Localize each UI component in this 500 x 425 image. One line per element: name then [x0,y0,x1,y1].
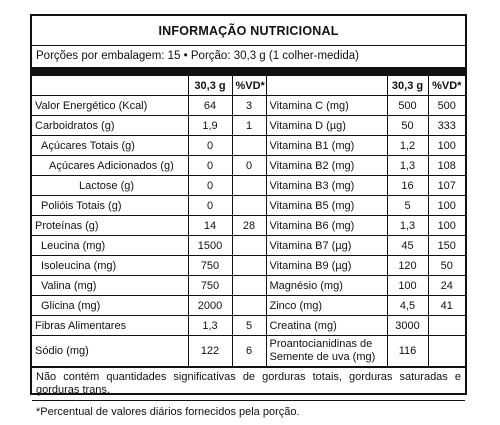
nutrient-name: Vitamina B7 (µg) [266,236,387,256]
nutrient-amount: 4,5 [387,296,428,316]
nutrient-vd: 5 [232,316,266,336]
nutrient-vd: 100 [428,216,465,236]
header-blank-left [32,76,188,96]
table-row [32,216,465,236]
portion-info: Porções por embalagem: 15 • Porção: 30,3 g (1 colher-medida) [32,45,465,67]
nutrient-amount: 0 [188,156,232,176]
nutrient-name: Açúcares Totais (g) [32,136,188,156]
nutrient-vd [232,256,266,276]
nutrient-amount: 14 [188,216,232,236]
nutrient-name: Proteínas (g) [32,216,188,236]
nutrient-name: Valina (mg) [32,276,188,296]
nutrient-amount: 750 [188,256,232,276]
nutrient-name: Vitamina B2 (mg) [266,156,387,176]
nutrient-amount: 750 [188,276,232,296]
nutrition-facts-panel [30,14,467,418]
nutrient-vd [232,236,266,256]
table-row [32,296,465,316]
nutrient-vd [232,276,266,296]
nutrient-vd: 100 [428,196,465,216]
nutrient-name: Isoleucina (mg) [32,256,188,276]
nutrient-amount: 120 [387,256,428,276]
nutrient-amount: 1,3 [387,216,428,236]
nutrient-name: Açúcares Adicionados (g) [32,156,188,176]
footnote-daily-values: *Percentual de valores diários fornecidos pela porção. [32,400,465,425]
nutrient-name: Sódio (mg) [32,336,188,367]
nutrient-vd: 107 [428,176,465,196]
nutrient-amount: 5 [387,196,428,216]
nutrient-vd: 28 [232,216,266,236]
nutrient-vd [232,176,266,196]
nutrient-vd: 500 [428,96,465,116]
table-row [32,196,465,216]
footnote-not-significant: Não contém quantidades significativas de gorduras totais, gorduras saturadas e gorduras trans. [32,367,465,400]
nutrient-amount: 1,9 [188,116,232,136]
nutrient-vd [232,296,266,316]
nutrient-vd: 150 [428,236,465,256]
nutrient-amount: 100 [387,276,428,296]
header-amount-left: 30,3 g [188,76,232,96]
nutrient-amount: 64 [188,96,232,116]
nutrient-name: Fibras Alimentares [32,316,188,336]
table-row [32,116,465,136]
header-vd-right: %VD* [428,76,465,96]
nutrient-name: Glicina (mg) [32,296,188,316]
nutrient-amount: 122 [188,336,232,367]
nutrient-name: Vitamina D (µg) [266,116,387,136]
table-row [32,156,465,176]
nutrient-amount: 16 [387,176,428,196]
nutrient-name: Leucina (mg) [32,236,188,256]
nutrient-name: Vitamina B5 (mg) [266,196,387,216]
table-row [32,276,465,296]
nutrient-vd: 108 [428,156,465,176]
nutrient-name: Magnésio (mg) [266,276,387,296]
nutrient-amount: 500 [387,96,428,116]
nutrient-vd: 50 [428,256,465,276]
nutrient-vd: 24 [428,276,465,296]
nutrient-name: Zinco (mg) [266,296,387,316]
nutrient-name: Proantocianidinas de Semente de uva (mg) [266,336,387,367]
nutrient-vd: 100 [428,136,465,156]
nutrient-amount: 3000 [387,316,428,336]
nutrient-amount: 50 [387,116,428,136]
panel-title: INFORMAÇÃO NUTRICIONAL [158,24,339,38]
nutrient-vd: 1 [232,116,266,136]
nutrient-name: Carboidratos (g) [32,116,188,136]
nutrition-table [32,76,465,367]
nutrient-amount: 2000 [188,296,232,316]
nutrient-name: Creatina (mg) [266,316,387,336]
nutrient-amount: 45 [387,236,428,256]
table-row [32,256,465,276]
nutrient-vd [232,136,266,156]
nutrient-amount: 1500 [188,236,232,256]
nutrient-vd: 41 [428,296,465,316]
nutrient-name: Vitamina B9 (µg) [266,256,387,276]
nutrient-name: Vitamina B3 (mg) [266,176,387,196]
nutrient-name: Polióis Totais (g) [32,196,188,216]
thick-divider [32,67,465,76]
nutrient-vd: 333 [428,116,465,136]
nutrient-amount: 0 [188,176,232,196]
nutrient-amount: 0 [188,136,232,156]
header-vd-left: %VD* [232,76,266,96]
nutrient-vd: 0 [232,156,266,176]
header-blank-right [266,76,387,96]
nutrient-vd [428,336,465,367]
nutrient-amount: 1,3 [188,316,232,336]
nutrient-vd [232,196,266,216]
nutrient-name: Vitamina C (mg) [266,96,387,116]
nutrient-name: Vitamina B6 (mg) [266,216,387,236]
nutrient-amount: 116 [387,336,428,367]
table-row [32,316,465,336]
nutrient-name: Lactose (g) [32,176,188,196]
header-amount-right: 30,3 g [387,76,428,96]
table-header-row [32,76,465,96]
nutrient-amount: 1,2 [387,136,428,156]
table-row [32,96,465,116]
table-row [32,136,465,156]
table-row [32,336,465,367]
nutrient-vd: 3 [232,96,266,116]
nutrient-vd [428,316,465,336]
nutrient-amount: 0 [188,196,232,216]
nutrient-name: Vitamina B1 (mg) [266,136,387,156]
nutrient-name: Valor Energético (Kcal) [32,96,188,116]
table-row [32,176,465,196]
nutrient-vd: 6 [232,336,266,367]
table-row [32,236,465,256]
nutrient-amount: 1,3 [387,156,428,176]
